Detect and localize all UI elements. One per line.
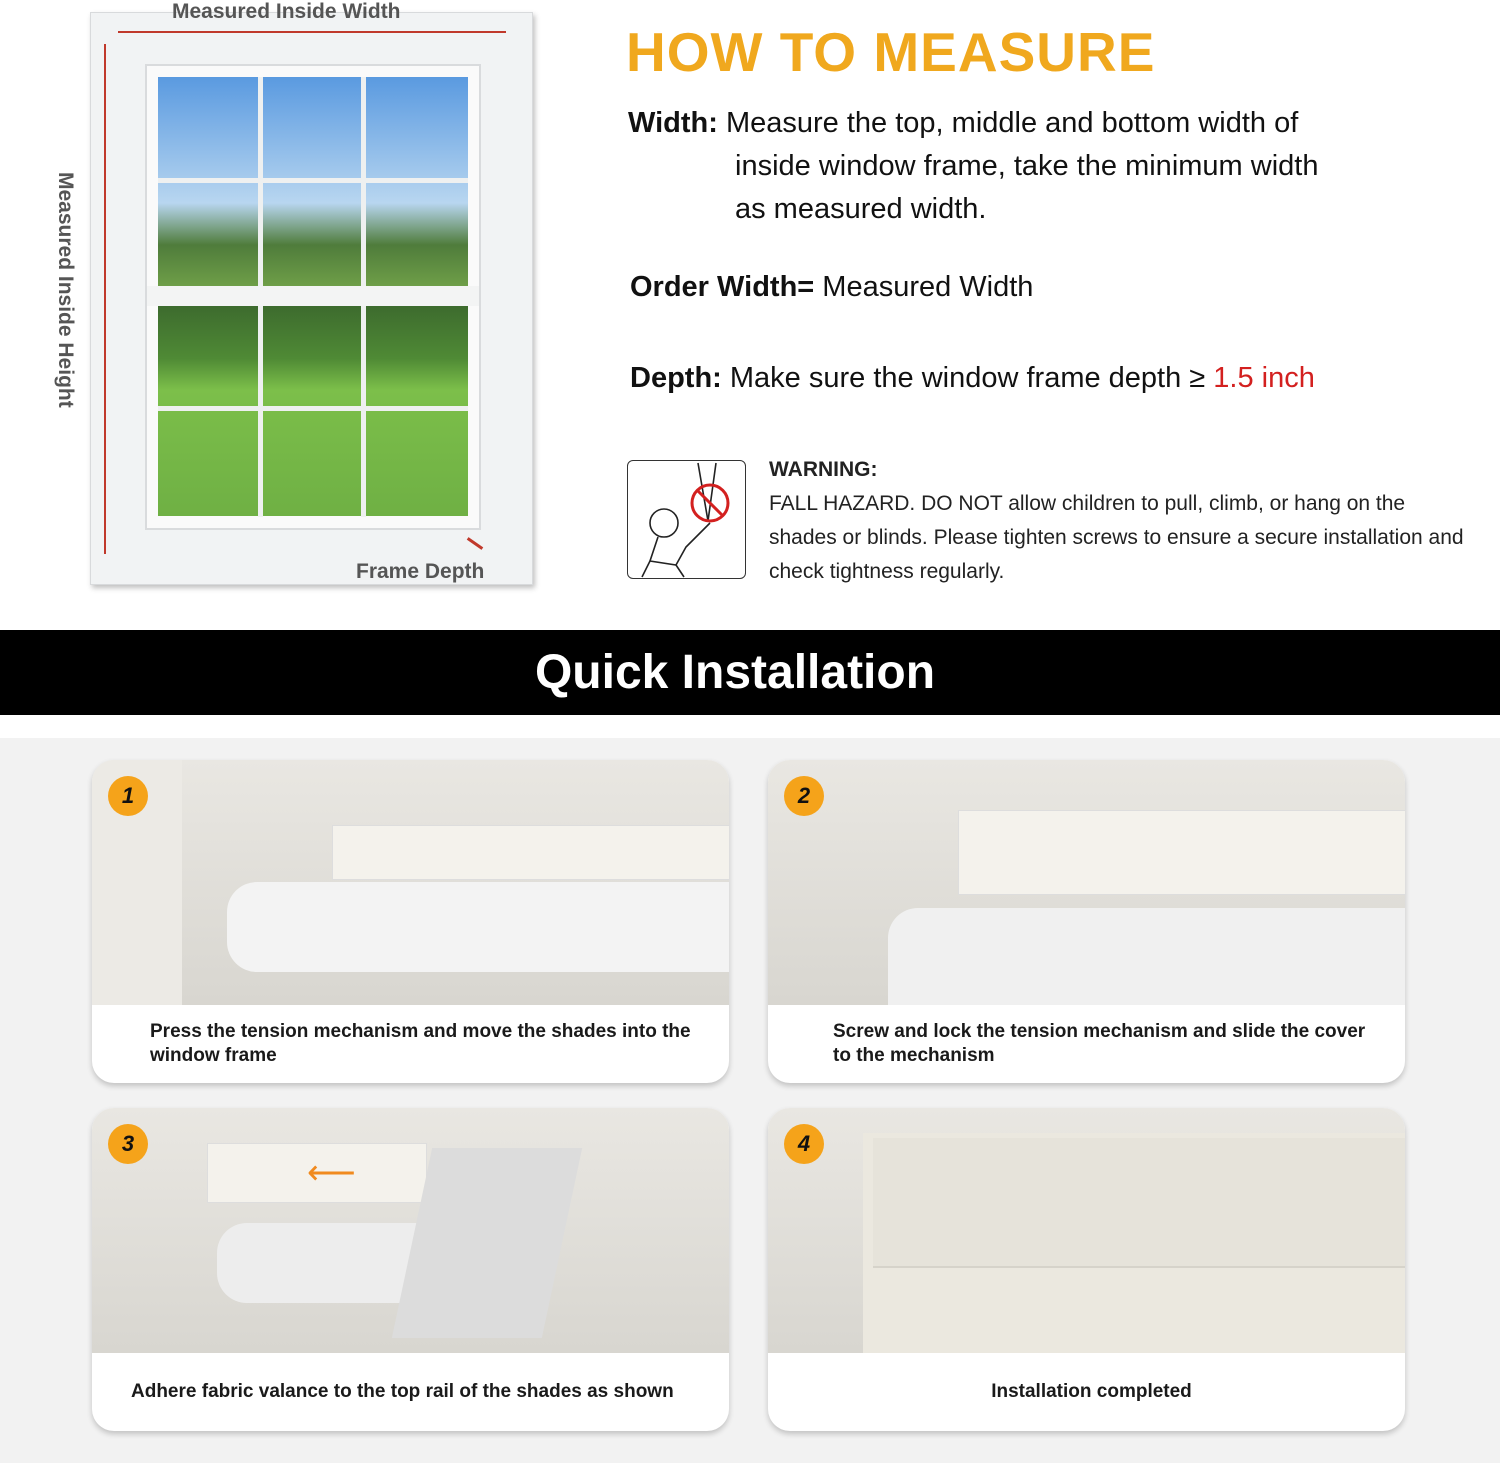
depth-label: Frame Depth: [356, 560, 485, 583]
step-number-badge: 2: [784, 776, 824, 816]
how-to-measure-title: HOW TO MEASURE: [626, 21, 1156, 83]
width-instruction: Width: Measure the top, middle and bottom width of inside window frame, take the minimum width as measured width.: [628, 107, 1319, 225]
width-measure-line: [118, 31, 506, 33]
height-measure-line: [104, 44, 106, 554]
step-caption: Press the tension mechanism and move the shades into the window frame: [150, 1021, 691, 1066]
depth-instruction: Depth: Make sure the window frame depth ≥ 1.5 inch: [630, 362, 1315, 394]
step-number-badge: 1: [108, 776, 148, 816]
step-4-photo: [768, 1108, 1405, 1353]
arrow-icon: ⟵: [307, 1154, 356, 1192]
step-caption: Installation completed: [991, 1381, 1192, 1402]
quick-installation-banner: Quick Installation: [0, 630, 1500, 715]
child-hazard-icon: [627, 460, 746, 579]
order-width-instruction: Order Width= Measured Width: [630, 271, 1034, 303]
step-number-badge: 4: [784, 1124, 824, 1164]
step-1-photo: [92, 760, 729, 1005]
step-caption: Adhere fabric valance to the top rail of the shades as shown: [131, 1381, 674, 1402]
window-sash: [145, 64, 481, 530]
step-card-1: [92, 760, 729, 1083]
step-2-photo: [768, 760, 1405, 1005]
warning-block: [769, 453, 1469, 589]
step-card-4: [768, 1108, 1405, 1431]
step-number-badge: 3: [108, 1124, 148, 1164]
warning-title: WARNING:: [769, 458, 878, 481]
height-label: Measured Inside Height: [54, 172, 77, 408]
step-card-3: [92, 1108, 729, 1431]
width-label: Measured Inside Width: [172, 0, 401, 23]
step-3-photo: [92, 1108, 729, 1353]
step-card-2: [768, 760, 1405, 1083]
warning-text: FALL HAZARD. DO NOT allow children to pull, climb, or hang on the shades or blinds. Please tighten screws to ensure a secure installation and check tightness regularly.: [769, 492, 1464, 583]
step-caption: Screw and lock the tension mechanism and slide the cover to the mechanism: [833, 1021, 1366, 1066]
